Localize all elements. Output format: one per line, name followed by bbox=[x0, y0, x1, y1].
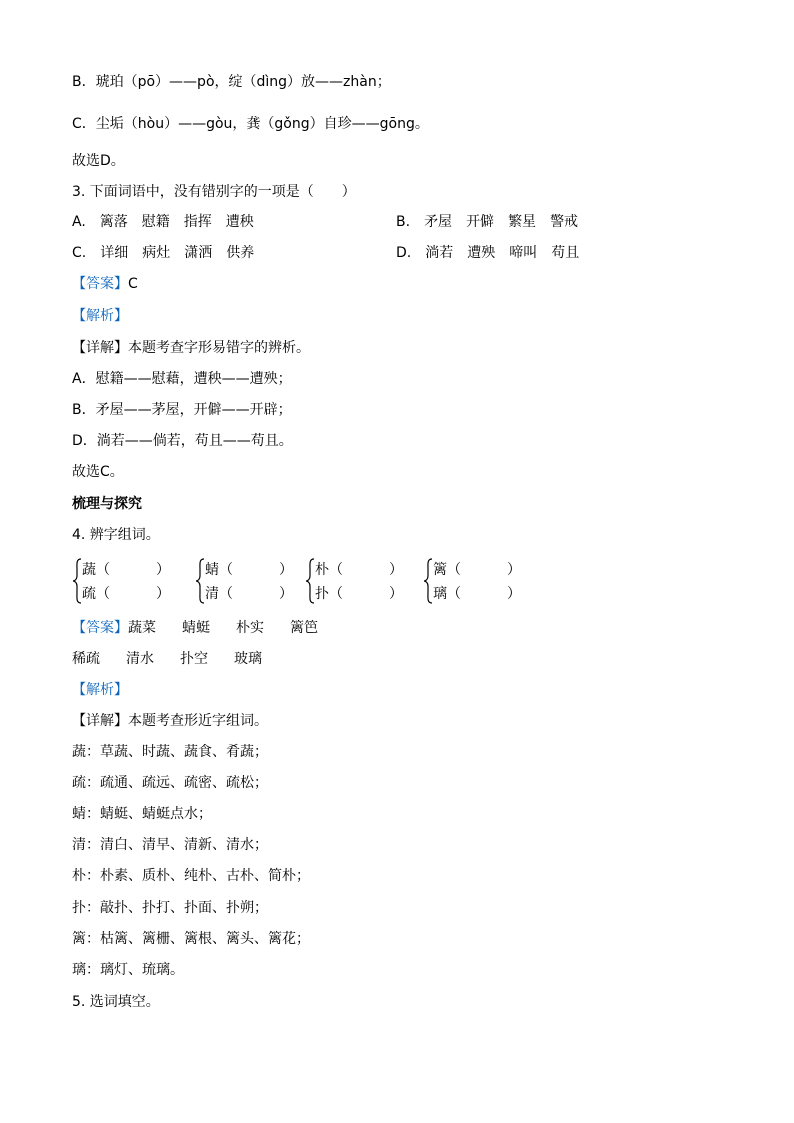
pair-close: ） bbox=[156, 586, 170, 602]
option-label: D. bbox=[396, 245, 412, 261]
answer-word: 蜻蜓 bbox=[182, 620, 210, 636]
answer-word: 玻璃 bbox=[234, 651, 262, 667]
q4-detail bbox=[72, 711, 268, 731]
option-label: A. bbox=[72, 214, 86, 230]
q4-detail-line: 蔬：草蔬、时蔬、蔬食、肴蔬； bbox=[72, 744, 268, 760]
q3-fix-a: A．慰籍——慰藉，遭秧——遭殃； bbox=[72, 371, 292, 387]
option-c-pinyin-analysis: C．尘垢（hòu）——gòu，龚（gǒng）自珍——gōng。 bbox=[72, 116, 429, 132]
pair-char: 蜻（ bbox=[205, 562, 233, 578]
pair-bottom bbox=[82, 584, 170, 604]
option-word: 繁星 bbox=[508, 214, 537, 230]
answer-value: C bbox=[128, 276, 138, 292]
pair-char: 扑（ bbox=[315, 586, 343, 602]
option-label: C. bbox=[72, 245, 87, 261]
answer-tag: 【答案】 bbox=[72, 276, 128, 292]
pair-char: 蔬（ bbox=[82, 562, 110, 578]
analysis-tag: 【解析】 bbox=[72, 308, 128, 324]
answer-word: 扑空 bbox=[180, 651, 208, 667]
left-brace-icon bbox=[195, 558, 205, 604]
detail-text: 本题考查形近字组词。 bbox=[128, 713, 268, 729]
analysis-tag: 【解析】 bbox=[72, 682, 128, 698]
answer-word: 蔬菜 bbox=[128, 620, 156, 636]
q4-detail-line: 扑：敲扑、扑打、扑面、扑朔； bbox=[72, 900, 268, 916]
q2-conclusion: 故选D。 bbox=[72, 153, 125, 169]
pair-close: ） bbox=[279, 562, 293, 578]
q3-fix-b: B．矛屋——茅屋，开僻——开辟； bbox=[72, 402, 292, 418]
pair-top bbox=[315, 560, 403, 580]
q3-option-a bbox=[72, 212, 268, 232]
q3-option-b bbox=[396, 212, 592, 232]
pair-close: ） bbox=[507, 562, 521, 578]
option-word: 篱落 bbox=[99, 214, 128, 230]
answer-tag: 【答案】 bbox=[72, 620, 128, 636]
answer-word: 朴实 bbox=[236, 620, 264, 636]
pair-close: ） bbox=[389, 586, 403, 602]
pair-char: 篱（ bbox=[433, 562, 461, 578]
left-brace-icon bbox=[72, 558, 82, 604]
q3-detail bbox=[72, 338, 310, 358]
answer-word: 清水 bbox=[126, 651, 154, 667]
option-word: 遭秧 bbox=[225, 214, 254, 230]
option-word: 遭殃 bbox=[467, 245, 496, 261]
answer-word: 稀疏 bbox=[72, 651, 100, 667]
option-label: B. bbox=[396, 214, 411, 230]
detail-tag: 【详解】 bbox=[72, 340, 128, 356]
pair-top bbox=[205, 560, 293, 580]
q4-detail-line: 朴：朴素、质朴、纯朴、古朴、简朴； bbox=[72, 868, 310, 884]
q3-answer bbox=[72, 274, 138, 294]
option-word: 慰籍 bbox=[141, 214, 170, 230]
q4-answer-row-2 bbox=[72, 649, 288, 669]
option-word: 供养 bbox=[226, 245, 255, 261]
pair-char: 璃（ bbox=[433, 586, 461, 602]
pair-top bbox=[433, 560, 521, 580]
q3-question: 3. 下面词语中，没有错别字的一项是（ ） bbox=[72, 184, 356, 200]
q3-analysis-tag bbox=[72, 306, 128, 326]
option-word: 指挥 bbox=[183, 214, 212, 230]
q4-detail-line: 篱：枯篱、篱栅、篱根、篱头、篱花； bbox=[72, 931, 310, 947]
pair-close: ） bbox=[507, 586, 521, 602]
option-word: 警戒 bbox=[550, 214, 579, 230]
q3-conclusion: 故选C。 bbox=[72, 464, 124, 480]
pair-top bbox=[82, 560, 170, 580]
q4-detail-line: 璃：璃灯、琉璃。 bbox=[72, 962, 184, 978]
q4-detail-line: 蜻：蜻蜓、蜻蜓点水； bbox=[72, 806, 212, 822]
option-word: 详细 bbox=[100, 245, 129, 261]
pair-bottom bbox=[433, 584, 521, 604]
q5-question: 5. 选词填空。 bbox=[72, 994, 160, 1010]
option-word: 淌若 bbox=[425, 245, 454, 261]
pair-bottom bbox=[205, 584, 293, 604]
section-title: 梳理与探究 bbox=[72, 496, 142, 512]
answer-word: 篱笆 bbox=[290, 620, 318, 636]
pair-close: ） bbox=[156, 562, 170, 578]
option-word: 潇洒 bbox=[184, 245, 213, 261]
option-word: 病灶 bbox=[142, 245, 171, 261]
q3-fix-d: D．淌若——倘若，苟且——苟且。 bbox=[72, 433, 293, 449]
q3-option-d bbox=[396, 243, 593, 263]
q4-analysis-tag bbox=[72, 680, 128, 700]
pair-close: ） bbox=[279, 586, 293, 602]
q4-question: 4. 辨字组词。 bbox=[72, 527, 160, 543]
pair-char: 朴（ bbox=[315, 562, 343, 578]
pair-bottom bbox=[315, 584, 403, 604]
pair-char: 清（ bbox=[205, 586, 233, 602]
left-brace-icon bbox=[305, 558, 315, 604]
q4-detail-line: 疏：疏通、疏远、疏密、疏松； bbox=[72, 775, 268, 791]
option-b-pinyin-analysis: B．琥珀（pō）——pò，绽（dìng）放——zhàn； bbox=[72, 74, 391, 90]
option-word: 苟且 bbox=[551, 245, 580, 261]
detail-text: 本题考查字形易错字的辨析。 bbox=[128, 340, 310, 356]
option-word: 矛屋 bbox=[424, 214, 453, 230]
q4-answer-row-1 bbox=[72, 618, 344, 638]
pair-close: ） bbox=[389, 562, 403, 578]
left-brace-icon bbox=[423, 558, 433, 604]
option-word: 开僻 bbox=[466, 214, 495, 230]
q4-detail-line: 清：清白、清早、清新、清水； bbox=[72, 837, 268, 853]
option-word: 啼叫 bbox=[509, 245, 538, 261]
pair-char: 疏（ bbox=[82, 586, 110, 602]
detail-tag: 【详解】 bbox=[72, 713, 128, 729]
q3-option-c bbox=[72, 243, 268, 263]
